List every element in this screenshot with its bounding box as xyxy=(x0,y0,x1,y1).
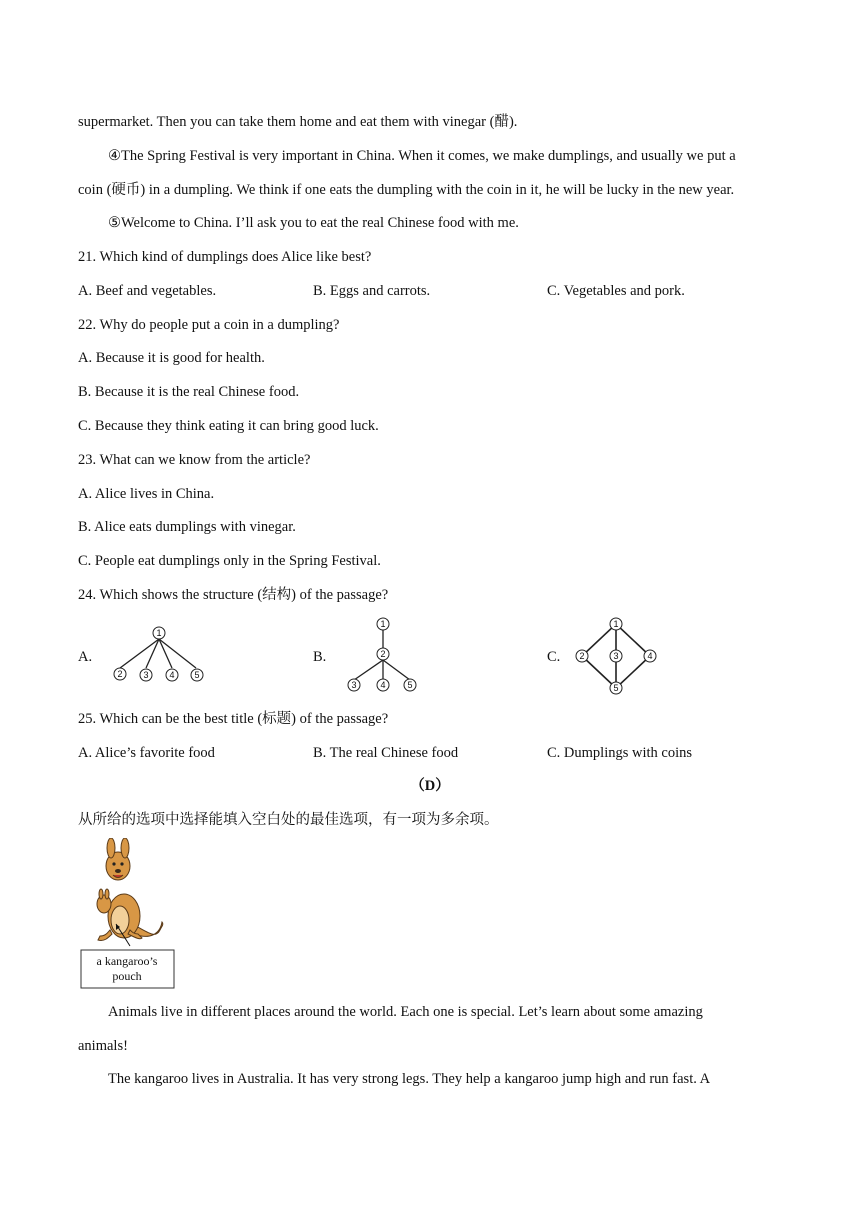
question-21-option-a: A. Beef and vegetables. xyxy=(78,283,217,299)
structure-diagram-b xyxy=(340,614,426,694)
section-d-paragraph-1-cont: animals! xyxy=(78,1038,128,1054)
question-24-option-b: B. xyxy=(313,649,327,665)
question-23-stem: 23. What can we know from the article? xyxy=(78,452,311,468)
question-22-stem: 22. Why do people put a coin in a dumpling? xyxy=(78,317,340,333)
diagram-node: 4 xyxy=(169,670,175,680)
question-25-stem: 25. Which can be the best title (标题) of the passage? xyxy=(78,711,389,727)
diagram-node: 2 xyxy=(380,649,386,659)
question-24-option-c: C. xyxy=(547,649,561,665)
question-21-option-b: B. Eggs and carrots. xyxy=(313,283,431,299)
section-d-instruction: 从所给的选项中选择能填入空白处的最佳选项，有一项为多余项。 xyxy=(78,812,499,828)
diagram-node: 2 xyxy=(579,651,585,661)
question-25-option-a: A. Alice’s favorite food xyxy=(78,745,215,761)
pouch-label-line-2: pouch xyxy=(112,969,142,983)
diagram-node: 3 xyxy=(351,680,357,690)
diagram-node: 2 xyxy=(117,669,123,679)
passage-paragraph-4-cont: coin (硬币) in a dumpling. We think if one eats the dumpling with the coin in it, he will be lucky in the new year. xyxy=(78,182,735,198)
section-d-paragraph-2: The kangaroo lives in Australia. It has very strong legs. They help a kangaroo jump high and run fast. A xyxy=(108,1071,711,1087)
question-25-option-b: B. The real Chinese food xyxy=(313,745,459,761)
question-24-stem: 24. Which shows the structure (结构) of the passage? xyxy=(78,587,389,603)
diagram-node: 3 xyxy=(143,670,149,680)
pouch-label-line-1: a kangaroo’s xyxy=(96,954,158,968)
diagram-node: 3 xyxy=(613,651,619,661)
passage-line: supermarket. Then you can take them home and eat them with vinegar (醋). xyxy=(78,114,518,130)
diagram-node: 1 xyxy=(613,619,619,629)
diagram-node: 1 xyxy=(156,628,162,638)
question-23-option-a: A. Alice lives in China. xyxy=(78,486,215,502)
question-24-option-a: A. xyxy=(78,649,93,665)
section-d-heading: （D） xyxy=(410,778,450,794)
section-d-paragraph-1: Animals live in different places around the world. Each one is special. Let’s learn about some amazing xyxy=(108,1004,703,1020)
structure-diagram-c xyxy=(568,614,664,696)
diagram-node: 4 xyxy=(647,651,653,661)
diagram-node: 1 xyxy=(380,619,386,629)
diagram-node: 4 xyxy=(380,680,386,690)
diagram-node: 5 xyxy=(407,680,413,690)
question-21-stem: 21. Which kind of dumplings does Alice like best? xyxy=(78,249,372,265)
question-25-option-c: C. Dumplings with coins xyxy=(547,745,693,761)
passage-paragraph-4: ④The Spring Festival is very important in China. When it comes, we make dumplings, and usually we put a xyxy=(108,148,736,164)
question-21-option-c: C. Vegetables and pork. xyxy=(547,283,685,299)
question-22-option-a: A. Because it is good for health. xyxy=(78,350,265,366)
question-23-option-c: C. People eat dumplings only in the Spring Festival. xyxy=(78,553,381,569)
diagram-node: 5 xyxy=(613,683,619,693)
structure-diagram-a xyxy=(108,622,208,688)
kangaroo-illustration xyxy=(78,838,178,990)
passage-paragraph-5: ⑤Welcome to China. I’ll ask you to eat the real Chinese food with me. xyxy=(108,215,519,231)
diagram-node: 5 xyxy=(194,670,200,680)
question-23-option-b: B. Alice eats dumplings with vinegar. xyxy=(78,519,296,535)
question-22-option-b: B. Because it is the real Chinese food. xyxy=(78,384,300,400)
question-22-option-c: C. Because they think eating it can bring good luck. xyxy=(78,418,379,434)
